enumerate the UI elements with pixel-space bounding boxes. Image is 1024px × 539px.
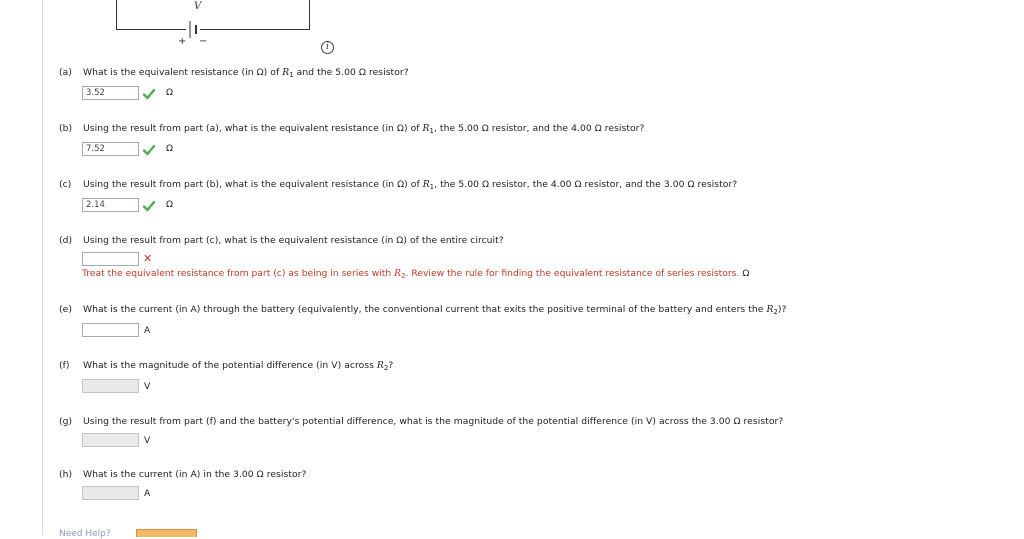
unit-label-c: Ω — [166, 199, 174, 210]
question-e: (e) What is the current (in A) through the battery (equivalently, the conventional current that exits the positive terminal of the battery and enters the $R_2$)? — [59, 304, 787, 316]
page-left-border — [42, 0, 43, 535]
answer-input-d[interactable] — [82, 252, 139, 266]
incorrect-x-icon: ✕ — [143, 252, 153, 265]
feedback-message-d: Treat the equivalent resistance from part (c) as being in series with $R_2$. Review the rule for finding the equivalent resistance of series resistors. Ω — [82, 268, 750, 280]
question-f: (f) What is the magnitude of the potential difference (in V) across $R_2$? — [59, 360, 394, 372]
unit-label-f: V — [144, 381, 151, 392]
unit-label-a: Ω — [166, 87, 174, 98]
answer-input-f[interactable] — [82, 379, 139, 393]
unit-label-b: Ω — [166, 143, 174, 154]
battery-minus: − — [199, 36, 208, 47]
correct-check-icon — [143, 200, 155, 212]
answer-input-h[interactable] — [82, 486, 139, 500]
question-d: (d) Using the result from part (c), what is the equivalent resistance (in Ω) of the entire circuit? — [59, 235, 504, 246]
unit-label-g: V — [144, 435, 151, 446]
question-b: (b) Using the result from part (a), what is the equivalent resistance (in Ω) of $R_1$, the 5.00 Ω resistor, and the 4.00 Ω resistor? — [59, 123, 645, 135]
help-button[interactable] — [136, 529, 197, 537]
answer-input-g[interactable] — [82, 433, 139, 447]
correct-check-icon — [143, 144, 155, 156]
answer-input-a[interactable]: 3.52 — [82, 86, 139, 100]
unit-label-h: A — [144, 488, 151, 499]
answer-input-e[interactable] — [82, 323, 139, 337]
circuit-diagram — [116, 0, 310, 50]
answer-input-b[interactable]: 7.52 — [82, 142, 139, 156]
battery-label: V — [194, 1, 202, 12]
info-icon[interactable]: i — [321, 41, 334, 54]
need-help-label: Need Help? — [59, 529, 111, 539]
answer-input-c[interactable]: 2.14 — [82, 198, 139, 212]
question-g: (g) Using the result from part (f) and the battery's potential difference, what is the magnitude of the potential difference (in V) across the 3.00 Ω resistor? — [59, 416, 784, 427]
correct-check-icon — [143, 88, 155, 100]
unit-label-d: Ω — [742, 268, 750, 279]
unit-label-e: A — [144, 325, 151, 336]
battery-plus: + — [178, 36, 187, 47]
question-h: (h) What is the current (in A) in the 3.00 Ω resistor? — [59, 469, 307, 480]
question-c: (c) Using the result from part (b), what is the equivalent resistance (in Ω) of $R_1$, the 5.00 Ω resistor, the 4.00 Ω resistor, and the 3.00 Ω resistor? — [59, 179, 738, 191]
question-a: (a) What is the equivalent resistance (in Ω) of $R_1$ and the 5.00 Ω resistor? — [59, 67, 409, 79]
